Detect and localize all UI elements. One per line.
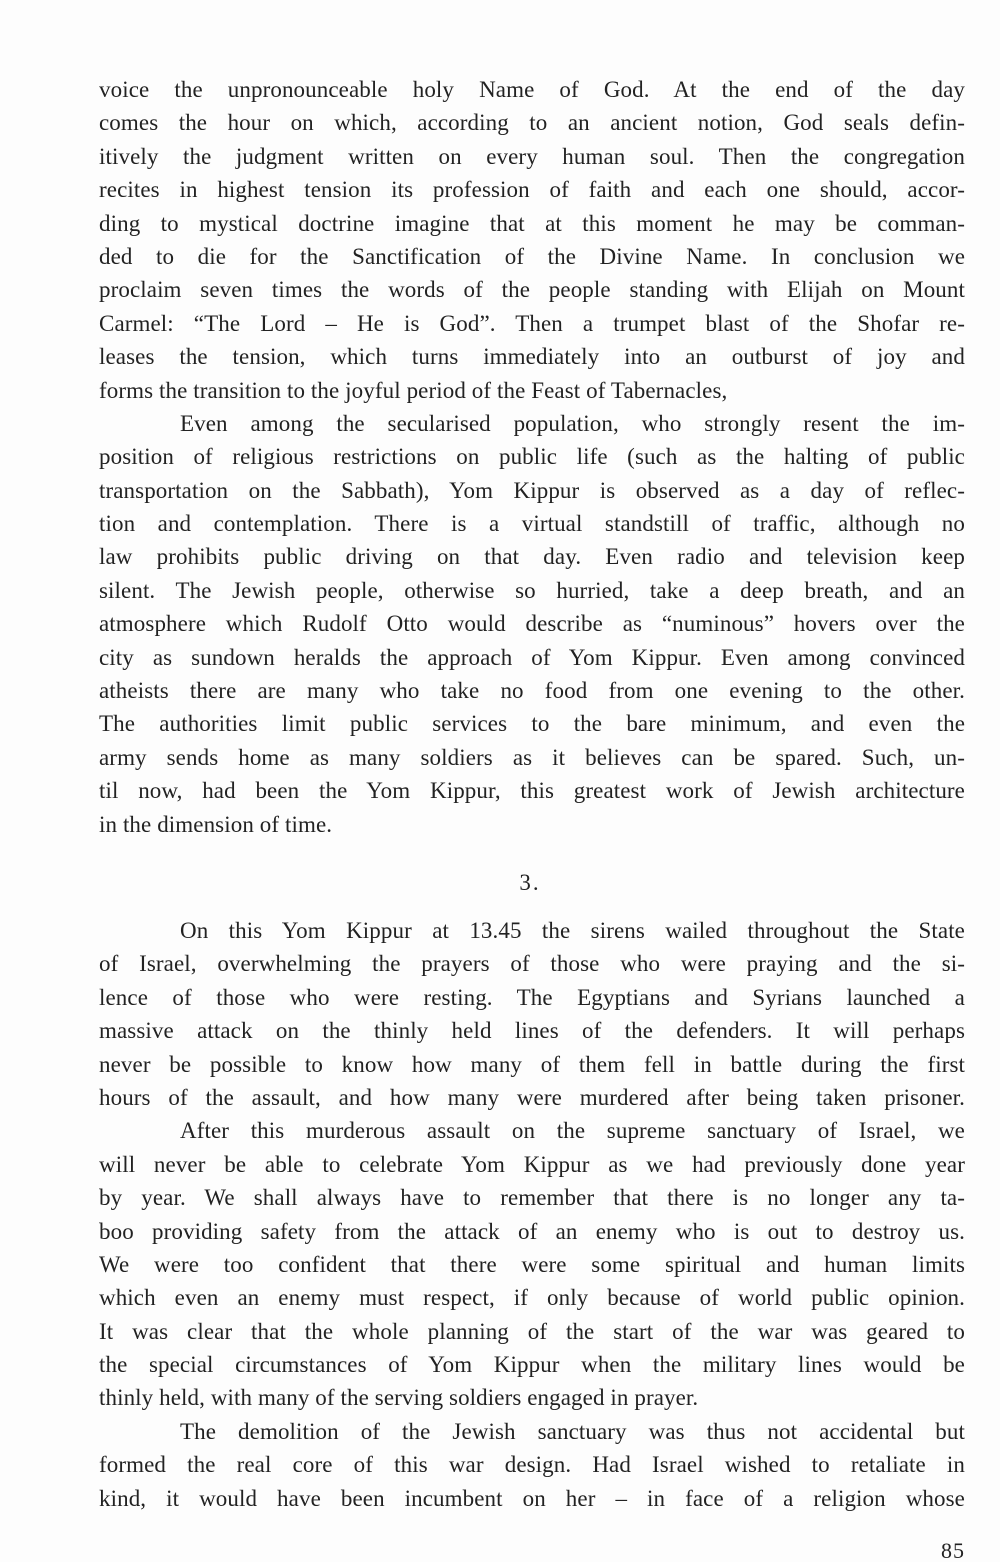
text-line: After this murderous assault on the supreme sanctuary of Israel, we (180, 1118, 965, 1144)
text-block-lower (99, 914, 965, 1515)
text-line: leases the tension, which turns immediately into an outburst of joy and (99, 344, 965, 370)
text-line: transportation on the Sabbath), Yom Kippur is observed as a day of reflec- (99, 477, 965, 503)
text-line: will never be able to celebrate Yom Kippur as we had previously done year (99, 1151, 965, 1177)
text-line: silent. The Jewish people, otherwise so hurried, take a deep breath, and an (99, 577, 965, 603)
text-line: atheists there are many who take no food from one evening to the other. (99, 678, 965, 704)
text-line: Even among the secularised population, who strongly resent the im- (180, 410, 965, 436)
text-line: We were too confident that there were some spiritual and human limits (99, 1251, 965, 1277)
text-line: The authorities limit public services to the bare minimum, and even the (99, 711, 965, 737)
text-line: law prohibits public driving on that day. Even radio and television keep (99, 544, 965, 570)
text-line: itively the judgment written on every human soul. Then the congregation (99, 143, 965, 169)
text-line: in the dimension of time. (99, 811, 333, 837)
text-line: It was clear that the whole planning of the start of the war was geared to (99, 1318, 965, 1344)
text-line: On this Yom Kippur at 13.45 the sirens wailed throughout the State (180, 918, 965, 943)
page-number: 85 (941, 1538, 965, 1563)
text-line: hours of the assault, and how many were murdered after being taken prisoner. (99, 1084, 965, 1110)
text-line: never be possible to know how many of them fell in battle during the first (99, 1051, 965, 1077)
text-line: formed the real core of this war design. Had Israel wished to retaliate in (99, 1452, 965, 1478)
text-line: recites in highest tension its profession of faith and each one should, accor- (99, 177, 965, 203)
text-line: army sends home as many soldiers as it believes can be spared. Such, un- (99, 744, 965, 770)
text-line: kind, it would have been incumbent on her – in face of a religion whose (99, 1485, 965, 1511)
text-line: voice the unpronounceable holy Name of God. At the end of the day (99, 77, 965, 102)
text-line: the special circumstances of Yom Kippur when the military lines would be (99, 1352, 965, 1378)
text-line: ded to die for the Sanctification of the Divine Name. In conclusion we (99, 243, 965, 269)
text-line: thinly held, with many of the serving soldiers engaged in prayer. (99, 1385, 699, 1411)
section-number: 3. (519, 870, 541, 895)
text-line: lence of those who were resting. The Egyptians and Syrians launched a (99, 984, 965, 1010)
text-line: tion and contemplation. There is a virtual standstill of traffic, although no (99, 511, 965, 537)
text-line: massive attack on the thinly held lines of the defenders. It will perhaps (99, 1018, 965, 1044)
text-line: proclaim seven times the words of the people standing with Elijah on Mount (99, 277, 965, 303)
text-line: which even an enemy must respect, if only because of world public opinion. (99, 1285, 965, 1311)
text-line: forms the transition to the joyful period of the Feast of Tabernacles, (99, 377, 728, 403)
text-line: by year. We shall always have to remember that there is no longer any ta- (99, 1185, 965, 1211)
text-line: The demolition of the Jewish sanctuary was thus not accidental but (180, 1418, 965, 1444)
text-line: atmosphere which Rudolf Otto would describe as “numinous” hovers over the (99, 611, 965, 637)
text-line: boo providing safety from the attack of an enemy who is out to destroy us. (99, 1218, 965, 1244)
text-line: comes the hour on which, according to an ancient notion, God seals defin- (99, 110, 965, 136)
text-line: of Israel, overwhelming the prayers of those who were praying and the si- (99, 951, 965, 977)
text-line: ding to mystical doctrine imagine that at this moment he may be comman- (99, 210, 965, 236)
text-line: til now, had been the Yom Kippur, this greatest work of Jewish architecture (99, 778, 965, 804)
text-line: Carmel: “The Lord – He is God”. Then a trumpet blast of the Shofar re- (99, 310, 965, 336)
text-line: position of religious restrictions on public life (such as the halting of public (99, 444, 965, 470)
text-line: city as sundown heralds the approach of Yom Kippur. Even among convinced (99, 644, 965, 670)
text-block-upper (99, 73, 965, 841)
